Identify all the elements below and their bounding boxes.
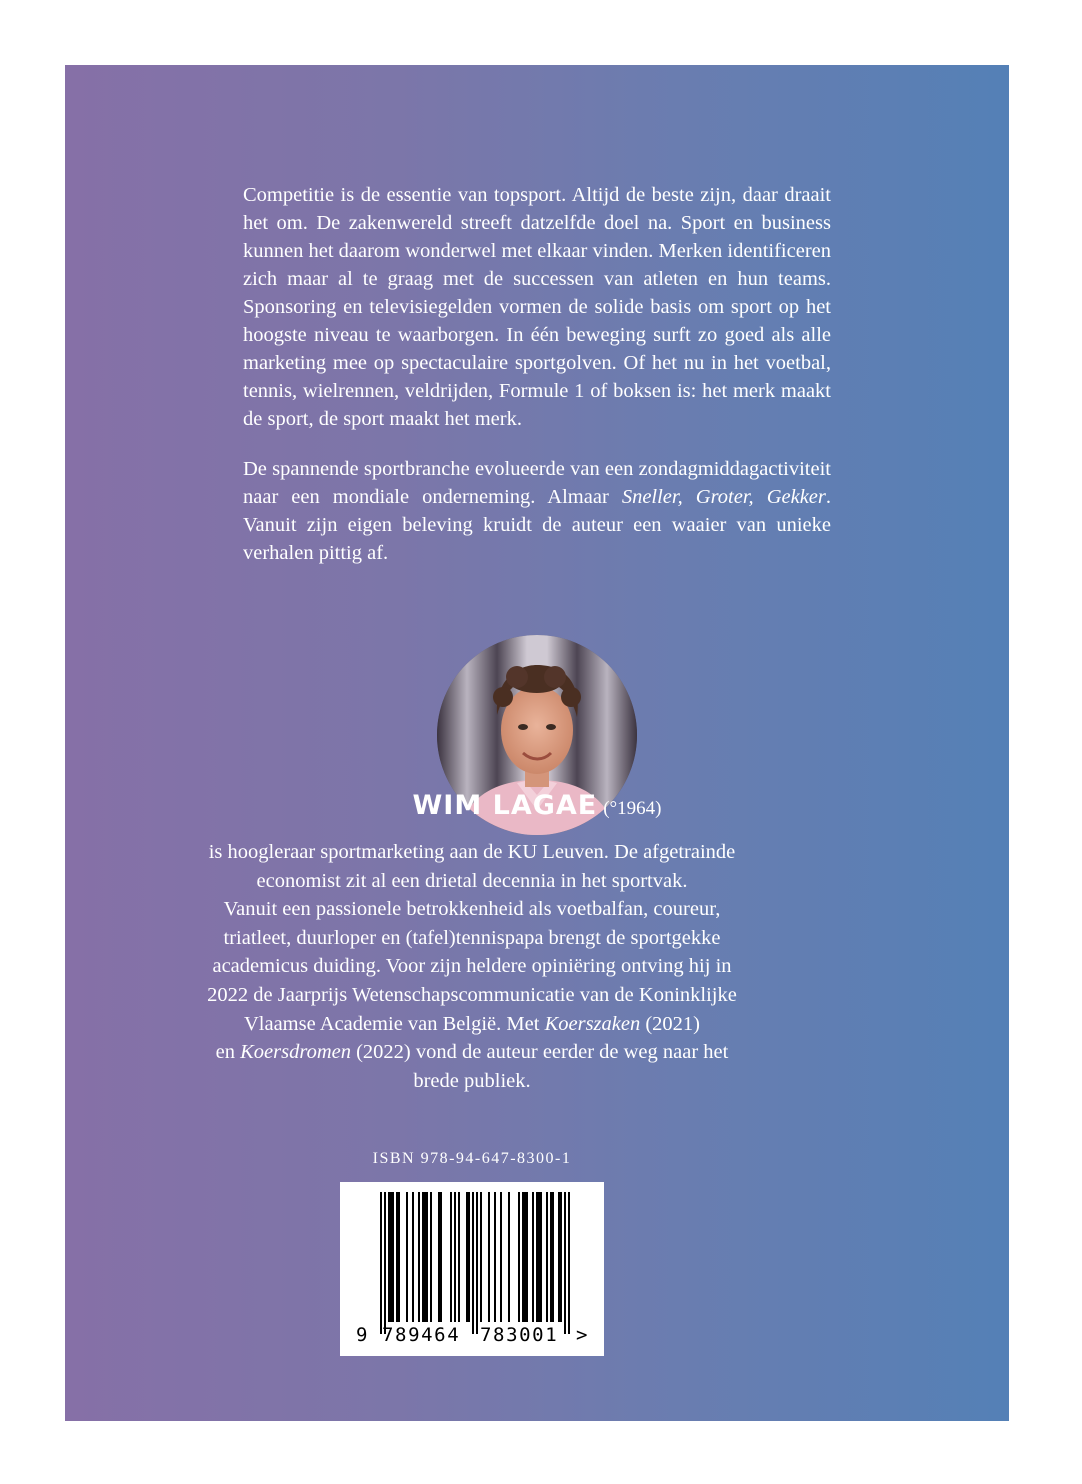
bio-line-6: 2022 de Jaarprijs Wetenschapscommunicatie van de Koninklijke: [207, 983, 737, 1006]
barcode-bar: [390, 1192, 392, 1322]
blurb-paragraph-2-end: . Vanuit zijn eigen beleving kruidt de auteur een waaier van unieke verhalen pittig af.: [243, 486, 831, 564]
bio-line-8-end: (2022) vond de auteur eerder de weg naar het: [350, 1041, 729, 1064]
isbn-label: ISBN 978-94-647-8300-1: [372, 1150, 572, 1167]
barcode-bar: [450, 1192, 452, 1322]
author-bio: [178, 838, 766, 1095]
bio-book-title-1: Koerszaken: [544, 1012, 641, 1035]
barcode-bar: [522, 1192, 524, 1322]
barcode-bar: [538, 1192, 540, 1322]
blurb-book-title: Sneller, Groter, Gekker: [621, 486, 826, 508]
barcode-bar: [558, 1192, 560, 1322]
bio-book-title-2: Koersdromen: [240, 1041, 351, 1064]
barcode-bar: [552, 1192, 554, 1322]
barcode: [340, 1182, 604, 1356]
barcode-bar: [472, 1192, 474, 1334]
barcode-bar: [422, 1192, 424, 1322]
barcode-bar: [398, 1192, 400, 1322]
bio-line-8-text: en: [215, 1041, 241, 1064]
blurb-paragraph-2: [243, 455, 831, 567]
barcode-bar: [494, 1192, 496, 1322]
barcode-bar: [500, 1192, 502, 1322]
barcode-bar: [458, 1192, 460, 1322]
bio-line-7: [178, 1010, 766, 1039]
barcode-bar: [508, 1192, 510, 1322]
author-birth-year: (°1964): [603, 798, 662, 819]
author-heading: [65, 790, 1009, 821]
barcode-bar: [392, 1192, 394, 1322]
barcode-bar: [550, 1192, 552, 1322]
bio-line-8: [178, 1038, 766, 1067]
barcode-bar: [388, 1192, 390, 1322]
barcode-digits-right: 783001: [480, 1324, 559, 1346]
barcode-bar: [396, 1192, 398, 1322]
barcode-bar: [430, 1192, 432, 1322]
barcode-bar: [384, 1192, 386, 1334]
barcode-bar: [406, 1192, 408, 1322]
barcode-bar: [412, 1192, 414, 1322]
barcode-bar: [468, 1192, 470, 1322]
barcode-bar: [488, 1192, 490, 1322]
barcode-bar: [524, 1192, 526, 1322]
barcode-digit-first: 9: [356, 1324, 368, 1346]
barcode-bar: [476, 1192, 478, 1334]
barcode-bar: [568, 1192, 570, 1334]
barcode-bar: [540, 1192, 542, 1322]
author-name: WIM LAGAE: [412, 790, 598, 821]
bio-line-2: economist zit al een drietal decennia in het sportvak.: [256, 869, 688, 892]
barcode-bar: [418, 1192, 420, 1322]
barcode-bar: [438, 1192, 440, 1322]
bio-line-5: academicus duiding. Voor zijn heldere opiniëring ontving hij in: [212, 955, 732, 978]
bio-line-3: Vanuit een passionele betrokkenheid als voetbalfan, coureur,: [223, 898, 721, 921]
bio-line-1: is hoogleraar sportmarketing aan de KU Leuven. De afgetrainde: [208, 841, 736, 863]
barcode-arrow: >: [576, 1324, 588, 1346]
barcode-bar: [480, 1192, 482, 1322]
barcode-digits-left: 789464: [382, 1324, 461, 1346]
barcode-bar: [560, 1192, 562, 1322]
bio-line-9: brede publiek.: [413, 1069, 531, 1092]
barcode-bar: [426, 1192, 428, 1322]
blurb-paragraph-1: Competitie is de essentie van topsport. Altijd de beste zijn, daar draait het om. De zakenwereld streeft datzelfde doel na. Sport en business kunnen het daarom wonderwel met elkaar vinden. Merken identificeren zich maar al te graag met de successen van atleten en hun teams. Sponsoring en televisiegelden vormen de solide basis om sport op het hoogste niveau te waarborgen. In één beweging surft zo goed als alle marketing mee op spectaculaire sportgolven. Of het nu in het voetbal, tennis, wielrennen, veldrijden, Formule 1 of boksen is: het merk maakt de sport, de sport maakt het merk.: [243, 184, 832, 430]
barcode-bar: [546, 1192, 548, 1322]
blurb-paragraph-2-text: De spannende sportbranche evolueerde van een zondagmiddagactiviteit naar een mondiale onderneming. Almaar: [243, 458, 831, 508]
barcode-bar: [424, 1192, 426, 1322]
barcode-bar: [466, 1192, 468, 1322]
barcode-bar: [532, 1192, 534, 1322]
barcode-bar: [518, 1192, 520, 1322]
barcode-bar: [536, 1192, 538, 1322]
barcode-bar: [380, 1192, 382, 1334]
bio-line-7-text: Vlaamse Academie van België. Met: [243, 1012, 545, 1035]
barcode-bar: [440, 1192, 442, 1322]
barcode-bar: [526, 1192, 528, 1322]
barcode-bar: [564, 1192, 566, 1334]
bio-line-4: triatleet, duurloper en (tafel)tennispapa brengt de sportgekke: [223, 926, 721, 949]
barcode-bar: [454, 1192, 456, 1322]
cover-blurb: [243, 181, 831, 589]
bio-line-7-end: (2021): [640, 1012, 700, 1035]
barcode-digits: [340, 1322, 604, 1352]
